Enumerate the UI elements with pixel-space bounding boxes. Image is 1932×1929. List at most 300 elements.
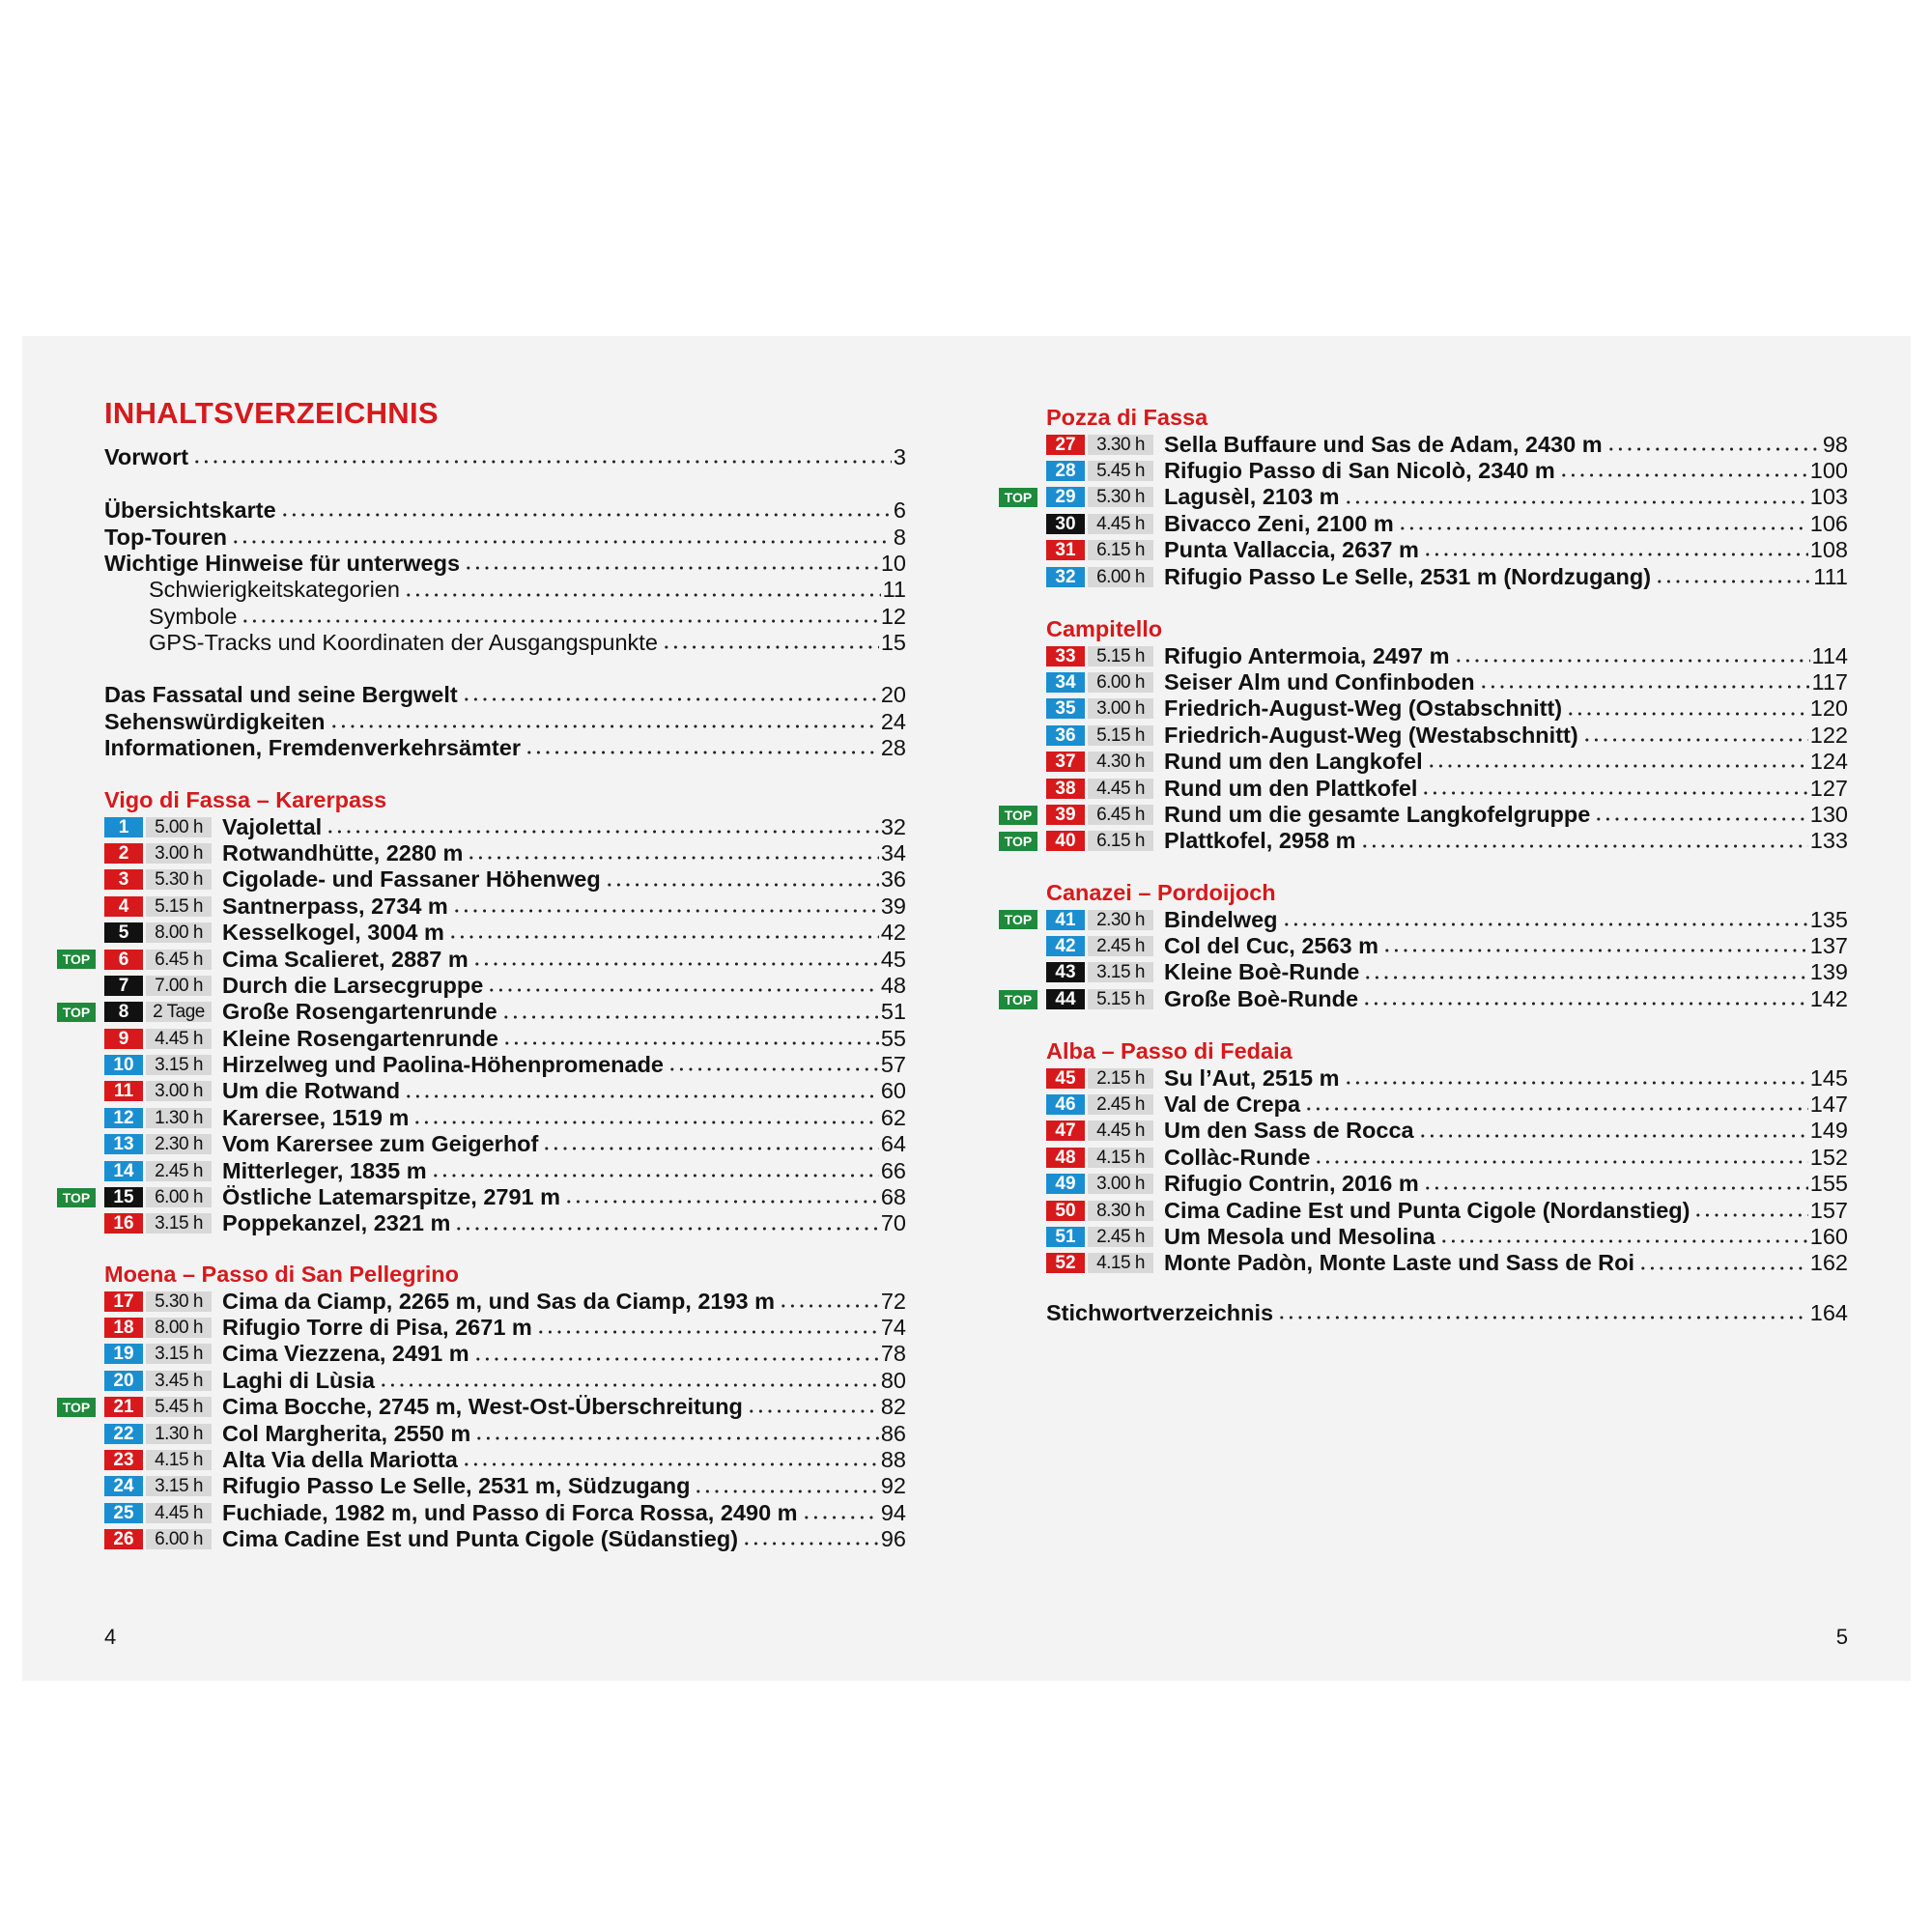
tour-entry[interactable] — [62, 1394, 906, 1420]
dot-leader — [1423, 540, 1808, 557]
dot-leader — [1360, 832, 1808, 849]
toc-entry[interactable] — [104, 577, 906, 603]
tour-title: Rifugio Passo di San Nicolò, 2340 m — [1164, 457, 1555, 483]
tour-page: 106 — [1809, 510, 1848, 536]
tour-entry[interactable] — [1046, 959, 1848, 985]
tour-title: Alta Via della Mariotta — [222, 1446, 458, 1472]
dot-leader — [379, 1371, 879, 1388]
tour-duration: 1.30 h — [146, 1424, 212, 1444]
tour-page: 64 — [880, 1131, 906, 1157]
dot-leader — [329, 712, 879, 729]
top-badge: TOP — [57, 950, 96, 969]
tour-duration: 3.15 h — [1088, 962, 1153, 982]
entry-title: Stichwortverzeichnis — [1046, 1300, 1274, 1326]
tour-number-badge: 51 — [1046, 1227, 1085, 1247]
tour-entry[interactable] — [1046, 669, 1848, 695]
tour-duration: 6.00 h — [1088, 672, 1153, 693]
tour-page: 57 — [880, 1052, 906, 1078]
entry-title: Vorwort — [104, 444, 189, 470]
tour-number-badge: 41 — [1046, 910, 1085, 930]
tour-title: Col Margherita, 2550 m — [222, 1420, 471, 1446]
dot-leader — [564, 1187, 879, 1205]
toc-entry[interactable] — [104, 497, 906, 524]
tour-number-badge: 6 — [104, 950, 143, 970]
tour-entry[interactable] — [1046, 1197, 1848, 1223]
tour-page: 62 — [880, 1104, 906, 1130]
dot-leader — [473, 1345, 879, 1362]
tour-title: Col del Cuc, 2563 m — [1164, 932, 1379, 958]
dot-leader — [1454, 646, 1810, 664]
tour-page: 45 — [880, 946, 906, 972]
tour-title: Punta Vallaccia, 2637 m — [1164, 537, 1419, 563]
tour-number-badge: 46 — [1046, 1094, 1085, 1115]
tour-duration: 5.15 h — [1088, 725, 1153, 746]
tour-page: 139 — [1809, 959, 1848, 985]
entry-title: Informationen, Fremdenverkehrsämter — [104, 734, 521, 760]
tour-duration: 8.00 h — [146, 922, 212, 943]
tour-title: Fuchiade, 1982 m, und Passo di Forca Rossa, 2490 m — [222, 1499, 798, 1525]
tour-page: 66 — [880, 1157, 906, 1183]
top-badge: TOP — [999, 910, 1037, 929]
tour-duration: 6.45 h — [1088, 805, 1153, 825]
top-badge: TOP — [57, 1398, 96, 1417]
tour-duration: 6.00 h — [146, 1529, 212, 1549]
tour-entry[interactable] — [104, 1473, 906, 1499]
tour-title: Santnerpass, 2734 m — [222, 893, 448, 919]
dot-leader — [668, 1055, 879, 1072]
tour-page: 92 — [880, 1473, 906, 1499]
entry-title: Wichtige Hinweise für unterwegs — [104, 550, 461, 576]
dot-leader — [1277, 1303, 1808, 1320]
tour-entry[interactable] — [1046, 458, 1848, 484]
page-title: INHALTSVERZEICHNIS — [104, 396, 439, 430]
entry-title: Das Fassatal und seine Bergwelt — [104, 682, 458, 708]
entry-page: 3 — [893, 444, 906, 470]
tour-page: 88 — [880, 1446, 906, 1472]
entry-page: 8 — [893, 524, 906, 550]
section-heading: Vigo di Fassa – Karerpass — [104, 787, 387, 812]
top-badge: TOP — [57, 1003, 96, 1022]
tour-duration: 3.15 h — [146, 1476, 212, 1496]
toc-entry[interactable] — [104, 630, 906, 656]
tour-page: 122 — [1809, 722, 1848, 748]
dot-leader — [326, 817, 879, 835]
tour-number-badge: 15 — [104, 1187, 143, 1207]
dot-leader — [694, 1477, 878, 1494]
toc-entry[interactable] — [104, 735, 906, 761]
tour-entry[interactable] — [1046, 1118, 1848, 1144]
tour-title: Seiser Alm und Confinboden — [1164, 668, 1475, 695]
tour-title: Friedrich-August-Weg (Ostabschnitt) — [1164, 695, 1563, 722]
tour-duration: 3.15 h — [146, 1344, 212, 1364]
entry-title: Sehenswürdigkeiten — [104, 708, 326, 734]
tour-title: Östliche Latemarspitze, 2791 m — [222, 1184, 561, 1210]
dot-leader — [467, 843, 878, 861]
tour-number-badge: 11 — [104, 1081, 143, 1101]
tour-page: 60 — [880, 1078, 906, 1104]
region-list — [104, 682, 906, 761]
tour-entry[interactable] — [1004, 484, 1848, 510]
tour-number-badge: 35 — [1046, 698, 1085, 719]
tour-entry[interactable] — [104, 1526, 906, 1552]
tour-title: Hirzelweg und Paolina-Höhenpromenade — [222, 1052, 664, 1078]
tour-number-badge: 44 — [1046, 989, 1085, 1009]
tour-number-badge: 31 — [1046, 540, 1085, 560]
tour-entry[interactable] — [62, 946, 906, 972]
tour-title: Cima Bocche, 2745 m, West-Ost-Überschreitung — [222, 1394, 743, 1420]
tour-entry[interactable] — [1046, 1064, 1848, 1091]
dot-leader — [1362, 989, 1808, 1007]
dot-leader — [525, 738, 879, 755]
dot-leader — [747, 1397, 879, 1414]
tour-page: 157 — [1809, 1197, 1848, 1223]
tour-title: Rifugio Passo Le Selle, 2531 m (Nordzugang) — [1164, 563, 1652, 589]
tour-page: 96 — [880, 1526, 906, 1552]
tour-title: Cima Cadine Est und Punta Cigole (Nordanstieg) — [1164, 1197, 1690, 1223]
section-canazei — [1004, 880, 1848, 1012]
tour-entry[interactable] — [104, 1315, 906, 1341]
tour-number-badge: 25 — [104, 1503, 143, 1523]
tour-title: Um Mesola und Mesolina — [1164, 1223, 1435, 1249]
tour-entry[interactable] — [104, 866, 906, 893]
tour-number-badge: 52 — [1046, 1253, 1085, 1273]
tour-page: 108 — [1809, 537, 1848, 563]
tour-page: 94 — [880, 1499, 906, 1525]
tour-entry[interactable] — [1004, 828, 1848, 854]
dot-leader — [1566, 699, 1808, 717]
tour-page: 78 — [880, 1341, 906, 1367]
tour-number-badge: 17 — [104, 1291, 143, 1312]
top-badge: TOP — [999, 990, 1037, 1009]
dot-leader — [412, 1108, 878, 1125]
tour-entry[interactable] — [1046, 723, 1848, 749]
tour-duration: 4.45 h — [146, 1029, 212, 1049]
tour-duration: 6.15 h — [1088, 831, 1153, 851]
tour-number-badge: 21 — [104, 1397, 143, 1417]
tour-title: Rund um den Plattkofel — [1164, 775, 1418, 801]
section-moena — [62, 1262, 906, 1552]
tour-page: 130 — [1809, 801, 1848, 827]
tour-page: 114 — [1811, 642, 1848, 668]
tour-page: 39 — [880, 893, 906, 919]
top-badge: TOP — [999, 832, 1037, 851]
tour-entry[interactable] — [104, 1447, 906, 1473]
tour-entry[interactable] — [1046, 775, 1848, 801]
tour-number-badge: 2 — [104, 843, 143, 864]
tour-entry[interactable] — [104, 1288, 906, 1314]
dot-leader — [1594, 805, 1807, 822]
tour-duration: 3.45 h — [146, 1371, 212, 1391]
tour-page: 152 — [1809, 1144, 1848, 1170]
tour-page: 34 — [880, 839, 906, 865]
tour-title: Durch die Larsecgruppe — [222, 972, 484, 998]
tour-title: Kleine Rosengartenrunde — [222, 1025, 498, 1051]
tour-page: 111 — [1813, 563, 1848, 589]
tour-entry[interactable] — [1046, 749, 1848, 775]
tour-number-badge: 30 — [1046, 514, 1085, 534]
tour-duration: 5.30 h — [1088, 487, 1153, 507]
tour-entry[interactable] — [1046, 563, 1848, 589]
tour-title: Kleine Boè-Runde — [1164, 959, 1360, 985]
tour-duration: 5.15 h — [1088, 989, 1153, 1009]
tour-entry[interactable] — [1046, 933, 1848, 959]
section-vigo — [62, 787, 906, 1237]
dot-leader — [1582, 725, 1808, 743]
tour-title: Val de Crepa — [1164, 1091, 1301, 1117]
dot-leader — [280, 500, 892, 518]
tour-entry[interactable] — [1004, 906, 1848, 932]
tour-page: 133 — [1809, 828, 1848, 854]
index-list — [1046, 1300, 1848, 1326]
tour-title: Große Rosengartenrunde — [222, 999, 497, 1025]
entry-page: 164 — [1809, 1300, 1848, 1326]
top-badge: TOP — [57, 1188, 96, 1207]
tour-page: 80 — [880, 1367, 906, 1393]
tour-entry[interactable] — [104, 813, 906, 839]
tour-number-badge: 7 — [104, 976, 143, 996]
tour-number-badge: 29 — [1046, 487, 1085, 507]
toc-entry[interactable] — [104, 604, 906, 630]
tour-page: 160 — [1809, 1223, 1848, 1249]
tour-duration: 5.45 h — [146, 1397, 212, 1417]
tour-duration: 2.45 h — [1088, 936, 1153, 956]
tour-number-badge: 38 — [1046, 779, 1085, 799]
dot-leader — [241, 607, 878, 624]
tour-entry[interactable] — [104, 1500, 906, 1526]
dot-leader — [1638, 1254, 1808, 1271]
tour-duration: 5.15 h — [146, 896, 212, 917]
tour-number-badge: 49 — [1046, 1174, 1085, 1194]
tour-entry[interactable] — [104, 1210, 906, 1236]
tour-page: 36 — [880, 866, 906, 893]
tour-page: 70 — [880, 1210, 906, 1236]
tour-title: Rund um den Langkofel — [1164, 749, 1423, 775]
tour-duration: 3.15 h — [146, 1055, 212, 1075]
tour-title: Collàc-Runde — [1164, 1144, 1311, 1170]
dot-leader — [605, 870, 879, 888]
tour-entry[interactable] — [104, 1105, 906, 1131]
tour-duration: 4.45 h — [146, 1503, 212, 1523]
top-badge: TOP — [999, 806, 1037, 825]
tour-title: Große Boè-Runde — [1164, 985, 1359, 1011]
tour-entry[interactable] — [1046, 1171, 1848, 1197]
tour-duration: 2.45 h — [146, 1161, 212, 1181]
toc-entry[interactable] — [104, 682, 906, 708]
tour-number-badge: 42 — [1046, 936, 1085, 956]
tour-title: Karersee, 1519 m — [222, 1104, 410, 1130]
tour-title: Rifugio Passo Le Selle, 2531 m, Südzugang — [222, 1473, 691, 1499]
tour-entry[interactable] — [1046, 1092, 1848, 1118]
tour-number-badge: 34 — [1046, 672, 1085, 693]
tour-title: Cigolade- und Fassaner Höhenweg — [222, 866, 601, 893]
dot-leader — [487, 976, 879, 993]
general-list — [104, 497, 906, 656]
tour-duration: 4.15 h — [1088, 1253, 1153, 1273]
dot-leader — [431, 1161, 879, 1178]
tour-duration: 5.30 h — [146, 869, 212, 890]
tour-duration: 4.45 h — [1088, 1121, 1153, 1141]
tour-entry[interactable] — [1046, 1145, 1848, 1171]
entry-page: 6 — [893, 497, 906, 524]
tour-duration: 4.15 h — [1088, 1148, 1153, 1168]
tour-number-badge: 19 — [104, 1344, 143, 1364]
tour-duration: 3.00 h — [1088, 1174, 1153, 1194]
tour-title: Rifugio Antermoia, 2497 m — [1164, 642, 1450, 668]
tour-number-badge: 47 — [1046, 1121, 1085, 1141]
entry-page: 24 — [880, 708, 906, 734]
tour-entry[interactable] — [104, 1052, 906, 1078]
dot-leader — [1304, 1094, 1808, 1112]
tour-entry[interactable] — [104, 1157, 906, 1183]
tour-duration: 4.45 h — [1088, 514, 1153, 534]
tour-entry[interactable] — [1046, 537, 1848, 563]
tour-entry[interactable] — [104, 1368, 906, 1394]
tour-entry[interactable] — [104, 920, 906, 946]
dot-leader — [404, 581, 881, 598]
tour-title: Plattkofel, 2958 m — [1164, 828, 1356, 854]
entry-page: 20 — [880, 682, 906, 708]
dot-leader — [452, 896, 879, 914]
tour-number-badge: 36 — [1046, 725, 1085, 746]
dot-leader — [1439, 1227, 1808, 1244]
section-heading: Campitello — [1046, 616, 1163, 641]
dot-leader — [1344, 488, 1808, 505]
tour-number-badge: 39 — [1046, 805, 1085, 825]
tour-number-badge: 4 — [104, 896, 143, 917]
tour-page: 124 — [1809, 749, 1848, 775]
entry-title: Top-Touren — [104, 524, 228, 550]
dot-leader — [464, 553, 879, 571]
tour-title: Bindelweg — [1164, 906, 1278, 932]
tour-entry[interactable] — [104, 840, 906, 866]
tour-page: 147 — [1809, 1091, 1848, 1117]
tour-duration: 3.00 h — [1088, 698, 1153, 719]
tour-entry[interactable] — [1046, 1250, 1848, 1276]
entry-page: 12 — [880, 603, 906, 629]
tour-entry[interactable] — [62, 1184, 906, 1210]
tour-title: Cima da Ciamp, 2265 m, und Sas da Ciamp, 2193 m — [222, 1288, 776, 1314]
tour-title: Sella Buffaure und Sas de Adam, 2430 m — [1164, 431, 1603, 457]
tour-entry[interactable] — [1046, 431, 1848, 457]
toc-entry[interactable] — [104, 444, 906, 470]
tour-entry[interactable] — [104, 894, 906, 920]
dot-leader — [231, 527, 892, 545]
tour-title: Laghi di Lùsia — [222, 1367, 375, 1393]
tour-entry[interactable] — [1046, 1224, 1848, 1250]
tour-entry[interactable] — [104, 973, 906, 999]
dot-leader — [454, 1214, 878, 1232]
tour-entry[interactable] — [104, 1420, 906, 1446]
tour-title: Su l’Aut, 2515 m — [1164, 1064, 1340, 1091]
tour-duration: 6.45 h — [146, 950, 212, 970]
tour-title: Cima Scalieret, 2887 m — [222, 946, 469, 972]
dot-leader — [1423, 1174, 1808, 1191]
tour-page: 74 — [880, 1314, 906, 1340]
tour-entry[interactable] — [1046, 511, 1848, 537]
tour-duration: 2.30 h — [146, 1134, 212, 1154]
entry-page: 15 — [880, 630, 906, 656]
tour-entry[interactable] — [1046, 695, 1848, 722]
tour-number-badge: 20 — [104, 1371, 143, 1391]
tour-duration: 1.30 h — [146, 1108, 212, 1128]
tour-title: Monte Padòn, Monte Laste und Sass de Roi — [1164, 1250, 1635, 1276]
dot-leader — [1559, 461, 1808, 478]
tour-page: 51 — [880, 999, 906, 1025]
tour-entry[interactable] — [104, 1341, 906, 1367]
tour-duration: 3.00 h — [146, 843, 212, 864]
tour-page: 120 — [1809, 695, 1848, 722]
dot-leader — [501, 1003, 879, 1020]
entry-page: 28 — [880, 734, 906, 760]
toc-entry[interactable] — [104, 551, 906, 577]
section-pozza — [1004, 405, 1848, 590]
tour-page: 48 — [880, 972, 906, 998]
tour-page: 145 — [1809, 1064, 1848, 1091]
dot-leader — [1606, 435, 1821, 452]
tour-title: Poppekanzel, 2321 m — [222, 1210, 451, 1236]
toc-entry[interactable] — [104, 708, 906, 734]
entry-title: GPS-Tracks und Koordinaten der Ausgangspunkte — [149, 630, 658, 656]
section-heading: Alba – Passo di Fedaia — [1046, 1038, 1293, 1064]
toc-entry[interactable] — [1046, 1300, 1848, 1326]
dot-leader — [472, 950, 879, 967]
tour-title: Mitterleger, 1835 m — [222, 1157, 427, 1183]
tour-duration: 8.30 h — [1088, 1201, 1153, 1221]
dot-leader — [1479, 672, 1810, 690]
tour-title: Um die Rotwand — [222, 1078, 401, 1104]
tour-duration: 6.00 h — [146, 1187, 212, 1207]
tour-title: Rund um die gesamte Langkofelgruppe — [1164, 801, 1591, 827]
tour-entry[interactable] — [104, 1131, 906, 1157]
tour-number-badge: 3 — [104, 869, 143, 890]
book-spread — [22, 336, 1911, 1681]
tour-duration: 5.15 h — [1088, 646, 1153, 667]
tour-entry[interactable] — [1004, 985, 1848, 1012]
tour-number-badge: 43 — [1046, 962, 1085, 982]
tour-entry[interactable] — [104, 1026, 906, 1052]
tour-number-badge: 1 — [104, 817, 143, 837]
tour-entry[interactable] — [1046, 642, 1848, 668]
dot-leader — [1382, 936, 1808, 953]
dot-leader — [1344, 1068, 1808, 1086]
tour-duration: 6.15 h — [1088, 540, 1153, 560]
tour-page: 98 — [1822, 431, 1848, 457]
tour-number-badge: 37 — [1046, 752, 1085, 772]
tour-title: Cima Viezzena, 2491 m — [222, 1341, 469, 1367]
tour-number-badge: 32 — [1046, 567, 1085, 587]
tour-number-badge: 22 — [104, 1424, 143, 1444]
tour-number-badge: 40 — [1046, 831, 1085, 851]
dot-leader — [1363, 963, 1807, 980]
tour-page: 162 — [1809, 1250, 1848, 1276]
tour-entry[interactable] — [104, 1078, 906, 1104]
tour-title: Rifugio Contrin, 2016 m — [1164, 1171, 1419, 1197]
tour-entry[interactable] — [1004, 801, 1848, 828]
page-number-left: 4 — [104, 1625, 117, 1649]
toc-entry[interactable] — [104, 524, 906, 550]
tour-duration: 4.45 h — [1088, 779, 1153, 799]
tour-title: Cima Cadine Est und Punta Cigole (Südanstieg) — [222, 1526, 739, 1552]
tour-duration: 3.30 h — [1088, 435, 1153, 455]
dot-leader — [474, 1424, 879, 1441]
tour-duration: 7.00 h — [146, 976, 212, 996]
page-number-right: 5 — [1835, 1625, 1848, 1649]
tour-title: Bivacco Zeni, 2100 m — [1164, 510, 1394, 536]
tour-duration: 4.30 h — [1088, 752, 1153, 772]
tour-number-badge: 48 — [1046, 1148, 1085, 1168]
tour-entry[interactable] — [62, 999, 906, 1025]
tour-number-badge: 45 — [1046, 1068, 1085, 1089]
